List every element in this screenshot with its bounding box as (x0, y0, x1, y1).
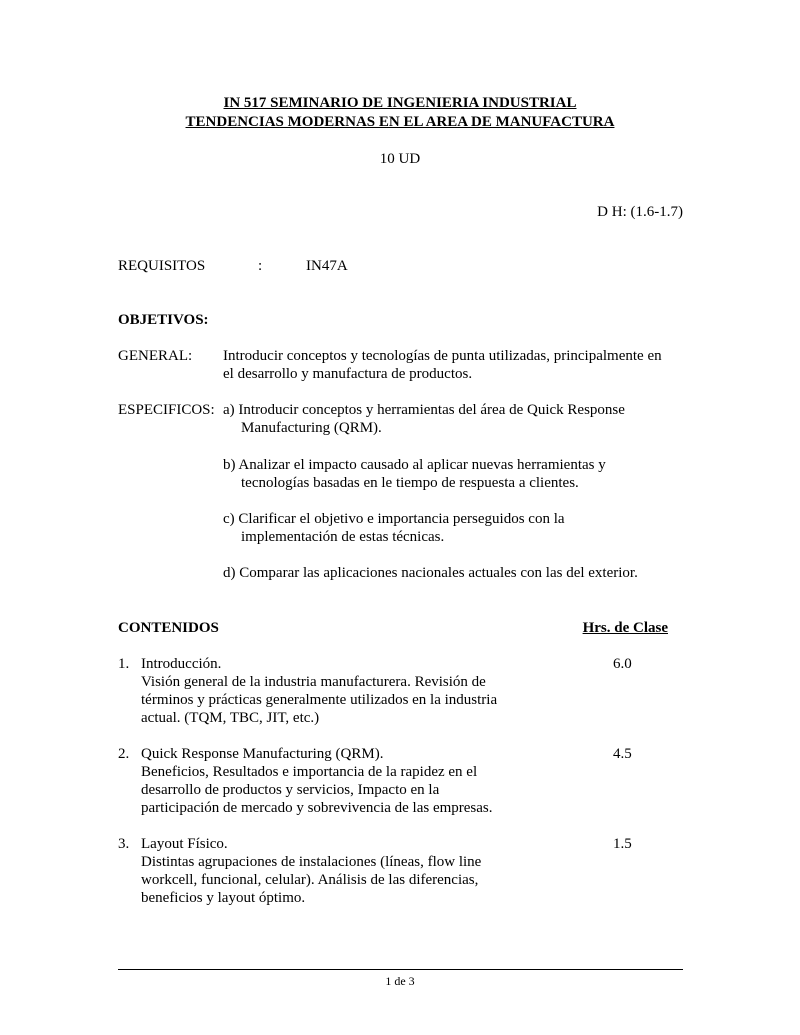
especifico-b-line: tecnologías basadas en le tiempo de respuesta a clientes. (241, 475, 579, 491)
requisitos-label: REQUISITOS (118, 258, 206, 274)
contenido-2-line: Quick Response Manufacturing (QRM). (141, 746, 384, 762)
contenido-3-number: 3. (118, 836, 130, 852)
objetivos-heading: OBJETIVOS: (118, 312, 209, 328)
general-text-line: Introducir conceptos y tecnologías de punta utilizadas, principalmente en (223, 348, 662, 364)
especifico-a-line: a) Introducir conceptos y herramientas del área de Quick Response (223, 402, 625, 418)
contenido-3-line: Distintas agrupaciones de instalaciones (líneas, flow line (141, 854, 482, 870)
contenido-1-line: Visión general de la industria manufacturera. Revisión de (141, 674, 486, 690)
course-subtitle: TENDENCIAS MODERNAS EN EL AREA DE MANUFACTURA (185, 114, 615, 130)
hours-heading: Hrs. de Clase (582, 620, 668, 636)
contenido-3-hours: 1.5 (613, 836, 632, 852)
contenido-3-line: Layout Físico. (141, 836, 228, 852)
contenido-1-number: 1. (118, 656, 130, 672)
course-title: IN 517 SEMINARIO DE INGENIERIA INDUSTRIAL (223, 95, 577, 111)
contenido-3-line: workcell, funcional, celular). Análisis de las diferencias, (141, 872, 479, 888)
contenido-2-line: participación de mercado y sobrevivencia de las empresas. (141, 800, 493, 816)
contenido-1-hours: 6.0 (613, 656, 632, 672)
especifico-c-line: c) Clarificar el objetivo e importancia perseguidos con la (223, 511, 565, 527)
contenido-2-number: 2. (118, 746, 130, 762)
contenido-2-line: desarrollo de productos y servicios, Impacto en la (141, 782, 440, 798)
especifico-c-line: implementación de estas técnicas. (241, 529, 445, 545)
especifico-a-line: Manufacturing (QRM). (241, 420, 382, 436)
contenido-2-line: Beneficios, Resultados e importancia de la rapidez en el (141, 764, 478, 780)
general-text-line: el desarrollo y manufactura de productos. (223, 366, 473, 382)
general-label: GENERAL: (118, 348, 193, 364)
footer-divider (118, 969, 683, 970)
course-units: 10 UD (379, 151, 421, 167)
contenido-2-hours: 4.5 (613, 746, 632, 762)
requisitos-colon: : (258, 258, 263, 274)
contenido-1-line: términos y prácticas generalmente utilizados en la industria (141, 692, 498, 708)
especifico-b-line: b) Analizar el impacto causado al aplicar nuevas herramientas y (223, 457, 606, 473)
requisitos-value: IN47A (306, 258, 348, 274)
contenido-1-line: Introducción. (141, 656, 222, 672)
page-number: 1 de 3 (385, 974, 415, 988)
especifico-d-line: d) Comparar las aplicaciones nacionales actuales con las del exterior. (223, 565, 638, 581)
especificos-label: ESPECIFICOS: (118, 402, 215, 418)
course-dh: D H: (1.6-1.7) (597, 204, 683, 220)
contenido-1-line: actual. (TQM, TBC, JIT, etc.) (141, 710, 320, 726)
contenidos-heading: CONTENIDOS (118, 620, 219, 636)
contenido-3-line: beneficios y layout óptimo. (141, 890, 306, 906)
